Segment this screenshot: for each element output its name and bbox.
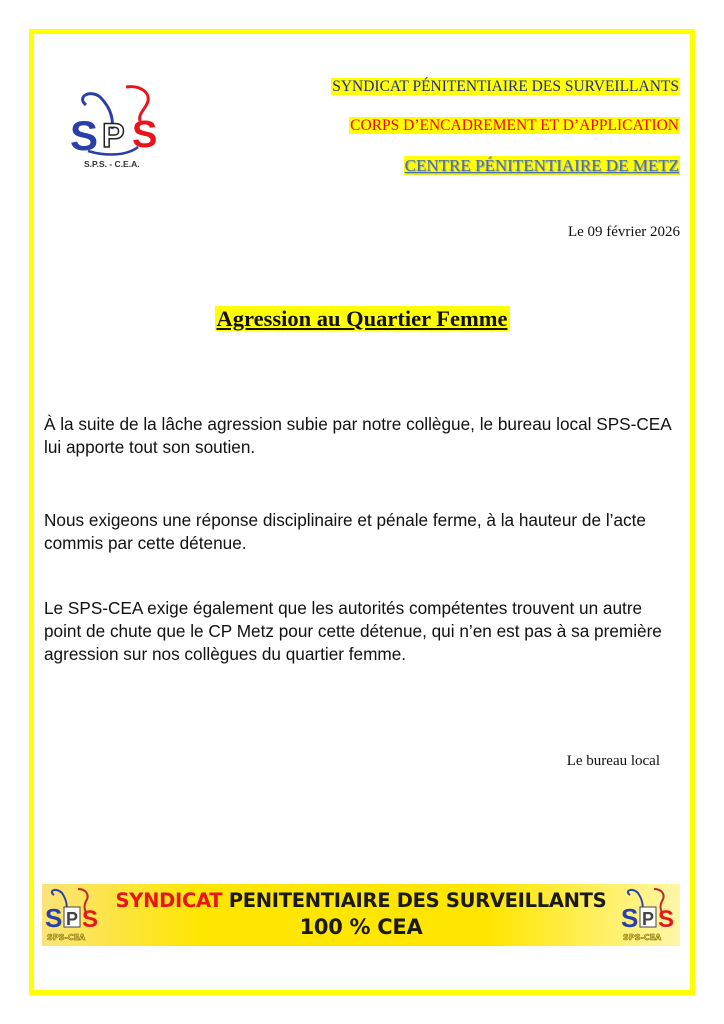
banner-word-syndicat: SYNDICAT bbox=[115, 889, 223, 912]
banner-text bbox=[102, 888, 620, 940]
body-paragraph: À la suite de la lâche agression subie par notre collègue, le bureau local SPS-CEA lui apporte tout son soutien. bbox=[44, 414, 671, 457]
header-corps: CORPS D’ENCADREMENT ET D’APPLICATION bbox=[350, 117, 679, 134]
body-paragraph: Le SPS-CEA exige également que les autorités compétentes trouvent un autre point de chute que le CP Metz pour cette détenue, qui n’en est pas à sa première agression sur nos collègues du quartier femme. bbox=[44, 598, 662, 664]
banner-logo-caption: SPS-CEA bbox=[623, 933, 662, 942]
banner-line1: PENITENTIAIRE DES SURVEILLANTS bbox=[222, 889, 607, 912]
svg-text:S: S bbox=[45, 903, 63, 933]
svg-text:S: S bbox=[658, 906, 675, 933]
svg-text:S: S bbox=[70, 112, 99, 159]
header-union-name: SYNDICAT PÉNITENTIAIRE DES SURVEILLANTS bbox=[332, 78, 679, 95]
body-paragraph: Nous exigeons une réponse disciplinaire et pénale ferme, à la hauteur de l’acte commis par cette détenue. bbox=[44, 510, 646, 553]
sps-logo bbox=[68, 85, 178, 170]
header-centre: CENTRE PÉNITENTIAIRE DE METZ bbox=[404, 156, 679, 175]
sps-banner-logo-left bbox=[44, 887, 102, 943]
sps-banner-logo-right bbox=[620, 887, 678, 943]
document-title: Agression au Quartier Femme bbox=[216, 306, 508, 331]
footer-banner bbox=[42, 884, 680, 946]
document-date: Le 09 février 2026 bbox=[567, 224, 680, 240]
banner-line2: 100 % CEA bbox=[299, 915, 423, 939]
svg-text:P: P bbox=[102, 117, 125, 155]
banner-logo-caption: SPS-CEA bbox=[47, 933, 86, 942]
svg-text:P: P bbox=[66, 909, 79, 929]
svg-text:S: S bbox=[621, 903, 639, 933]
svg-text:S: S bbox=[82, 906, 99, 933]
svg-text:P: P bbox=[642, 909, 655, 929]
logo-caption: S.P.S. - C.E.A. bbox=[84, 159, 140, 169]
signature: Le bureau local bbox=[566, 753, 660, 769]
svg-text:S: S bbox=[132, 114, 158, 156]
